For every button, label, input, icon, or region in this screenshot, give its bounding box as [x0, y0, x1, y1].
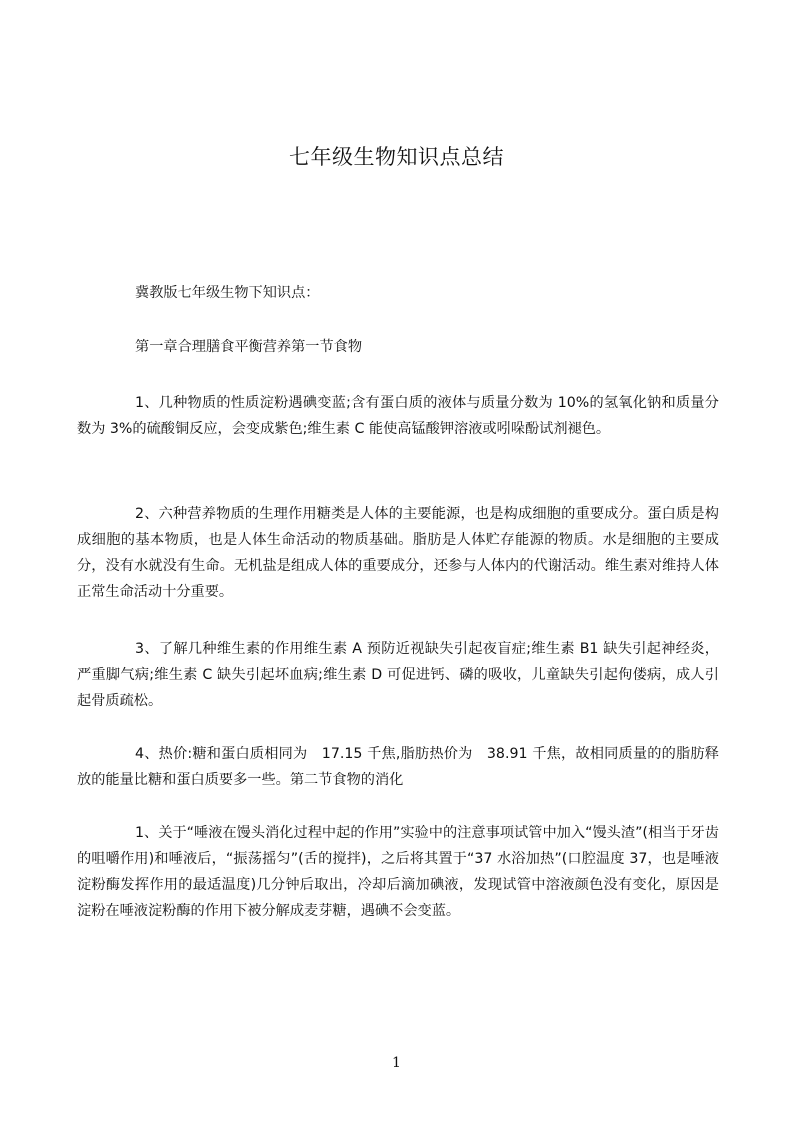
paragraph-caloric-value: 4、热价:糖和蛋白质相同为 17.15 千焦,脂肪热价为 38.91 千焦，故相同质量的的脂肪释放的能量比糖和蛋白质要多一些。第二节食物的消化 [77, 746, 719, 788]
chapter-heading: 第一章合理膳食平衡营养第一节食物 [135, 339, 363, 355]
document-title: 七年级生物知识点总结 [289, 145, 504, 169]
paragraph-substance-properties: 1、几种物质的性质淀粉遇碘变蓝;含有蛋白质的液体与质量分数为 10%的氢氧化钠和质量分数为 3%的硫酸铜反应，会变成紫色;维生素 C 能使高锰酸钾溶液或吲哚酚试剂褪色。 [77, 395, 719, 437]
paragraph-saliva-experiment: 1、关于“唾液在馒头消化过程中起的作用”实验中的注意事项试管中加入“馒头渣”(相当于牙齿的咀嚼作用)和唾液后，“振荡摇匀”(舌的搅拌)，之后将其置于“37 水浴加热”(口腔温度 37，也是唾液淀粉酶发挥作用的最适温度)几分钟后取出，冷却后滴加碘液，发现试管中溶液颜色没有变化，原因是淀粉在唾液淀粉酶的作用下被分解成麦芽糖，遇碘不会变蓝。 [77, 825, 719, 919]
page-number: 1 [392, 1055, 401, 1071]
intro-paragraph: 冀教版七年级生物下知识点： [135, 285, 320, 301]
paragraph-nutrient-functions: 2、六种营养物质的生理作用糖类是人体的主要能源，也是构成细胞的重要成分。蛋白质是构成细胞的基本物质，也是人体生命活动的物质基础。脂肪是人体贮存能源的物质。水是细胞的主要成分，没有水就没有生命。无机盐是组成人体的重要成分，还参与人体内的代谢活动。维生素对维持人体正常生命活动十分重要。 [77, 506, 719, 600]
paragraph-vitamins: 3、了解几种维生素的作用维生素 A 预防近视缺失引起夜盲症;维生素 B1 缺失引起神经炎，严重脚气病;维生素 C 缺失引起坏血病;维生素 D 可促进钙、磷的吸收，儿童缺失引起佝偻病，成人引起骨质疏松。 [77, 641, 719, 709]
